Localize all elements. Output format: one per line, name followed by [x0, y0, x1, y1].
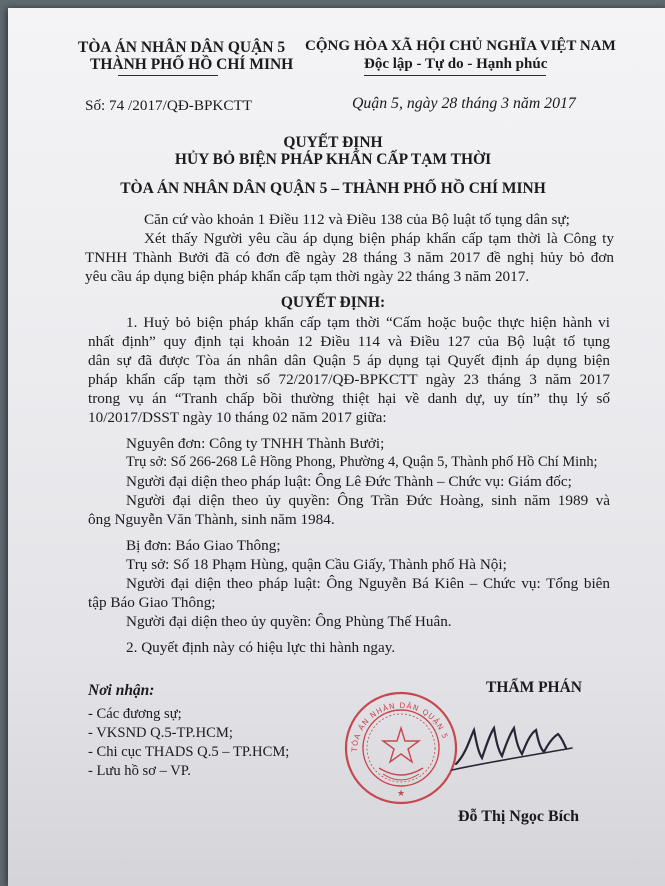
issuing-court: TÒA ÁN NHÂN DÂN QUẬN 5 – THÀNH PHỐ HỒ CHÍ MINH: [120, 180, 546, 197]
defendant-legal-rep-line2: tập Báo Giao Thông;: [88, 594, 216, 611]
svg-text:TÒA ÁN NHÂN DÂN QUẬN 5: [350, 701, 450, 753]
seal-text: TÒA ÁN NHÂN DÂN QUẬN 5: [349, 700, 450, 753]
legal-basis: Căn cứ vào khoản 1 Điều 112 và Điều 138 của Bộ luật tố tụng dân sự;: [144, 211, 570, 228]
decision-p1-line6: 10/2017/DSST ngày 10 tháng 02 năm 2017 giữa:: [88, 409, 387, 426]
judge-signature: [448, 708, 578, 778]
judge-name: Đỗ Thị Ngọc Bích: [458, 808, 580, 825]
plaintiff-office: Trụ sở: Số 266-268 Lê Hồng Phong, Phường 4, Quận 5, Thành phố Hồ Chí Minh;: [126, 454, 598, 470]
motto-underline: [364, 75, 546, 76]
recipient-item: - VKSND Q.5-TP.HCM;: [88, 725, 233, 741]
recipients-heading: Nơi nhận:: [88, 682, 155, 699]
court-seal: [343, 690, 459, 806]
decision-p1-line4: pháp khẩn cấp tạm thời số 72/2017/QĐ-BPKCTT ngày 23 tháng 3 năm 2017: [88, 371, 610, 388]
court-name-line1: TÒA ÁN NHÂN DÂN QUẬN 5: [78, 39, 286, 56]
court-name-line2: THÀNH PHỐ HỒ CHÍ MINH: [90, 56, 294, 73]
decision-p1-line5: trong vụ án “Tranh chấp bồi thường thiệt hại về danh dự, uy tín” thụ lý số: [88, 390, 610, 407]
motto: Độc lập - Tự do - Hạnh phúc: [364, 56, 548, 72]
plaintiff-auth-rep-line1: Người đại diện theo ủy quyền: Ông Trần Đức Hoàng, sinh năm 1989 và: [126, 492, 610, 509]
court-underline: [118, 75, 218, 76]
plaintiff-auth-rep-line2: ông Nguyễn Văn Thành, sinh năm 1984.: [88, 511, 335, 528]
consider-line3: yêu cầu áp dụng biện pháp khẩn cấp tạm thời ngày 22 tháng 3 năm 2017.: [85, 268, 530, 285]
defendant-auth-rep: Người đại diện theo ủy quyền: Ông Phùng Thế Huân.: [126, 613, 452, 630]
title-subject: HỦY BỎ BIỆN PHÁP KHẨN CẤP TẠM THỜI: [174, 151, 492, 168]
consider-line2: TNHH Thành Bưởi đã có đơn đề ngày 28 tháng 3 năm 2017 đề nghị hủy bỏ đơn: [85, 249, 614, 266]
svg-text:★: ★: [396, 789, 406, 799]
document-number: Số: 74 /2017/QĐ-BPKCTT: [85, 97, 253, 114]
recipient-item: - Lưu hồ sơ – VP.: [88, 763, 191, 779]
document-page: [8, 8, 665, 886]
decision-p1-line2: nhất định” quy định tại khoản 12 Điều 114 và Điều 127 của Bộ luật tố tụng: [88, 333, 610, 350]
plaintiff-legal-rep: Người đại diện theo pháp luật: Ông Lê Đức Thành – Chức vụ: Giám đốc;: [126, 473, 572, 490]
decision-p1-line3: dân sự đã được Tòa án nhân dân Quận 5 áp dụng tại Quyết định áp dụng biện: [88, 352, 610, 369]
recipient-item: - Các đương sự;: [88, 706, 182, 722]
consider-line1: Xét thấy Người yêu cầu áp dụng biện pháp khẩn cấp tạm thời là Công ty: [144, 230, 614, 247]
place-date: Quận 5, ngày 28 tháng 3 năm 2017: [352, 95, 576, 112]
defendant-legal-rep-line1: Người đại diện theo pháp luật: Ông Nguyễn Bá Kiên – Chức vụ: Tổng biên: [126, 575, 610, 592]
defendant: Bị đơn: Báo Giao Thông;: [126, 537, 281, 554]
decision-p1-line1: 1. Huỷ bỏ biện pháp khẩn cấp tạm thời “Cấm hoặc buộc thực hiện hành vi: [126, 314, 610, 331]
decision-p2: 2. Quyết định này có hiệu lực thi hành ngay.: [126, 639, 396, 656]
recipient-item: - Chi cục THADS Q.5 – TP.HCM;: [88, 744, 290, 760]
plaintiff: Nguyên đơn: Công ty TNHH Thành Bưởi;: [126, 435, 385, 452]
title-decision: QUYẾT ĐỊNH: [283, 134, 383, 151]
judge-title: THẨM PHÁN: [486, 679, 583, 696]
defendant-office: Trụ sở: Số 18 Phạm Hùng, quận Cầu Giấy, Thành phố Hà Nội;: [126, 556, 507, 573]
nation-name: CỘNG HÒA XÃ HỘI CHỦ NGHĨA VIỆT NAM: [305, 38, 616, 54]
decision-heading: QUYẾT ĐỊNH:: [280, 294, 386, 311]
